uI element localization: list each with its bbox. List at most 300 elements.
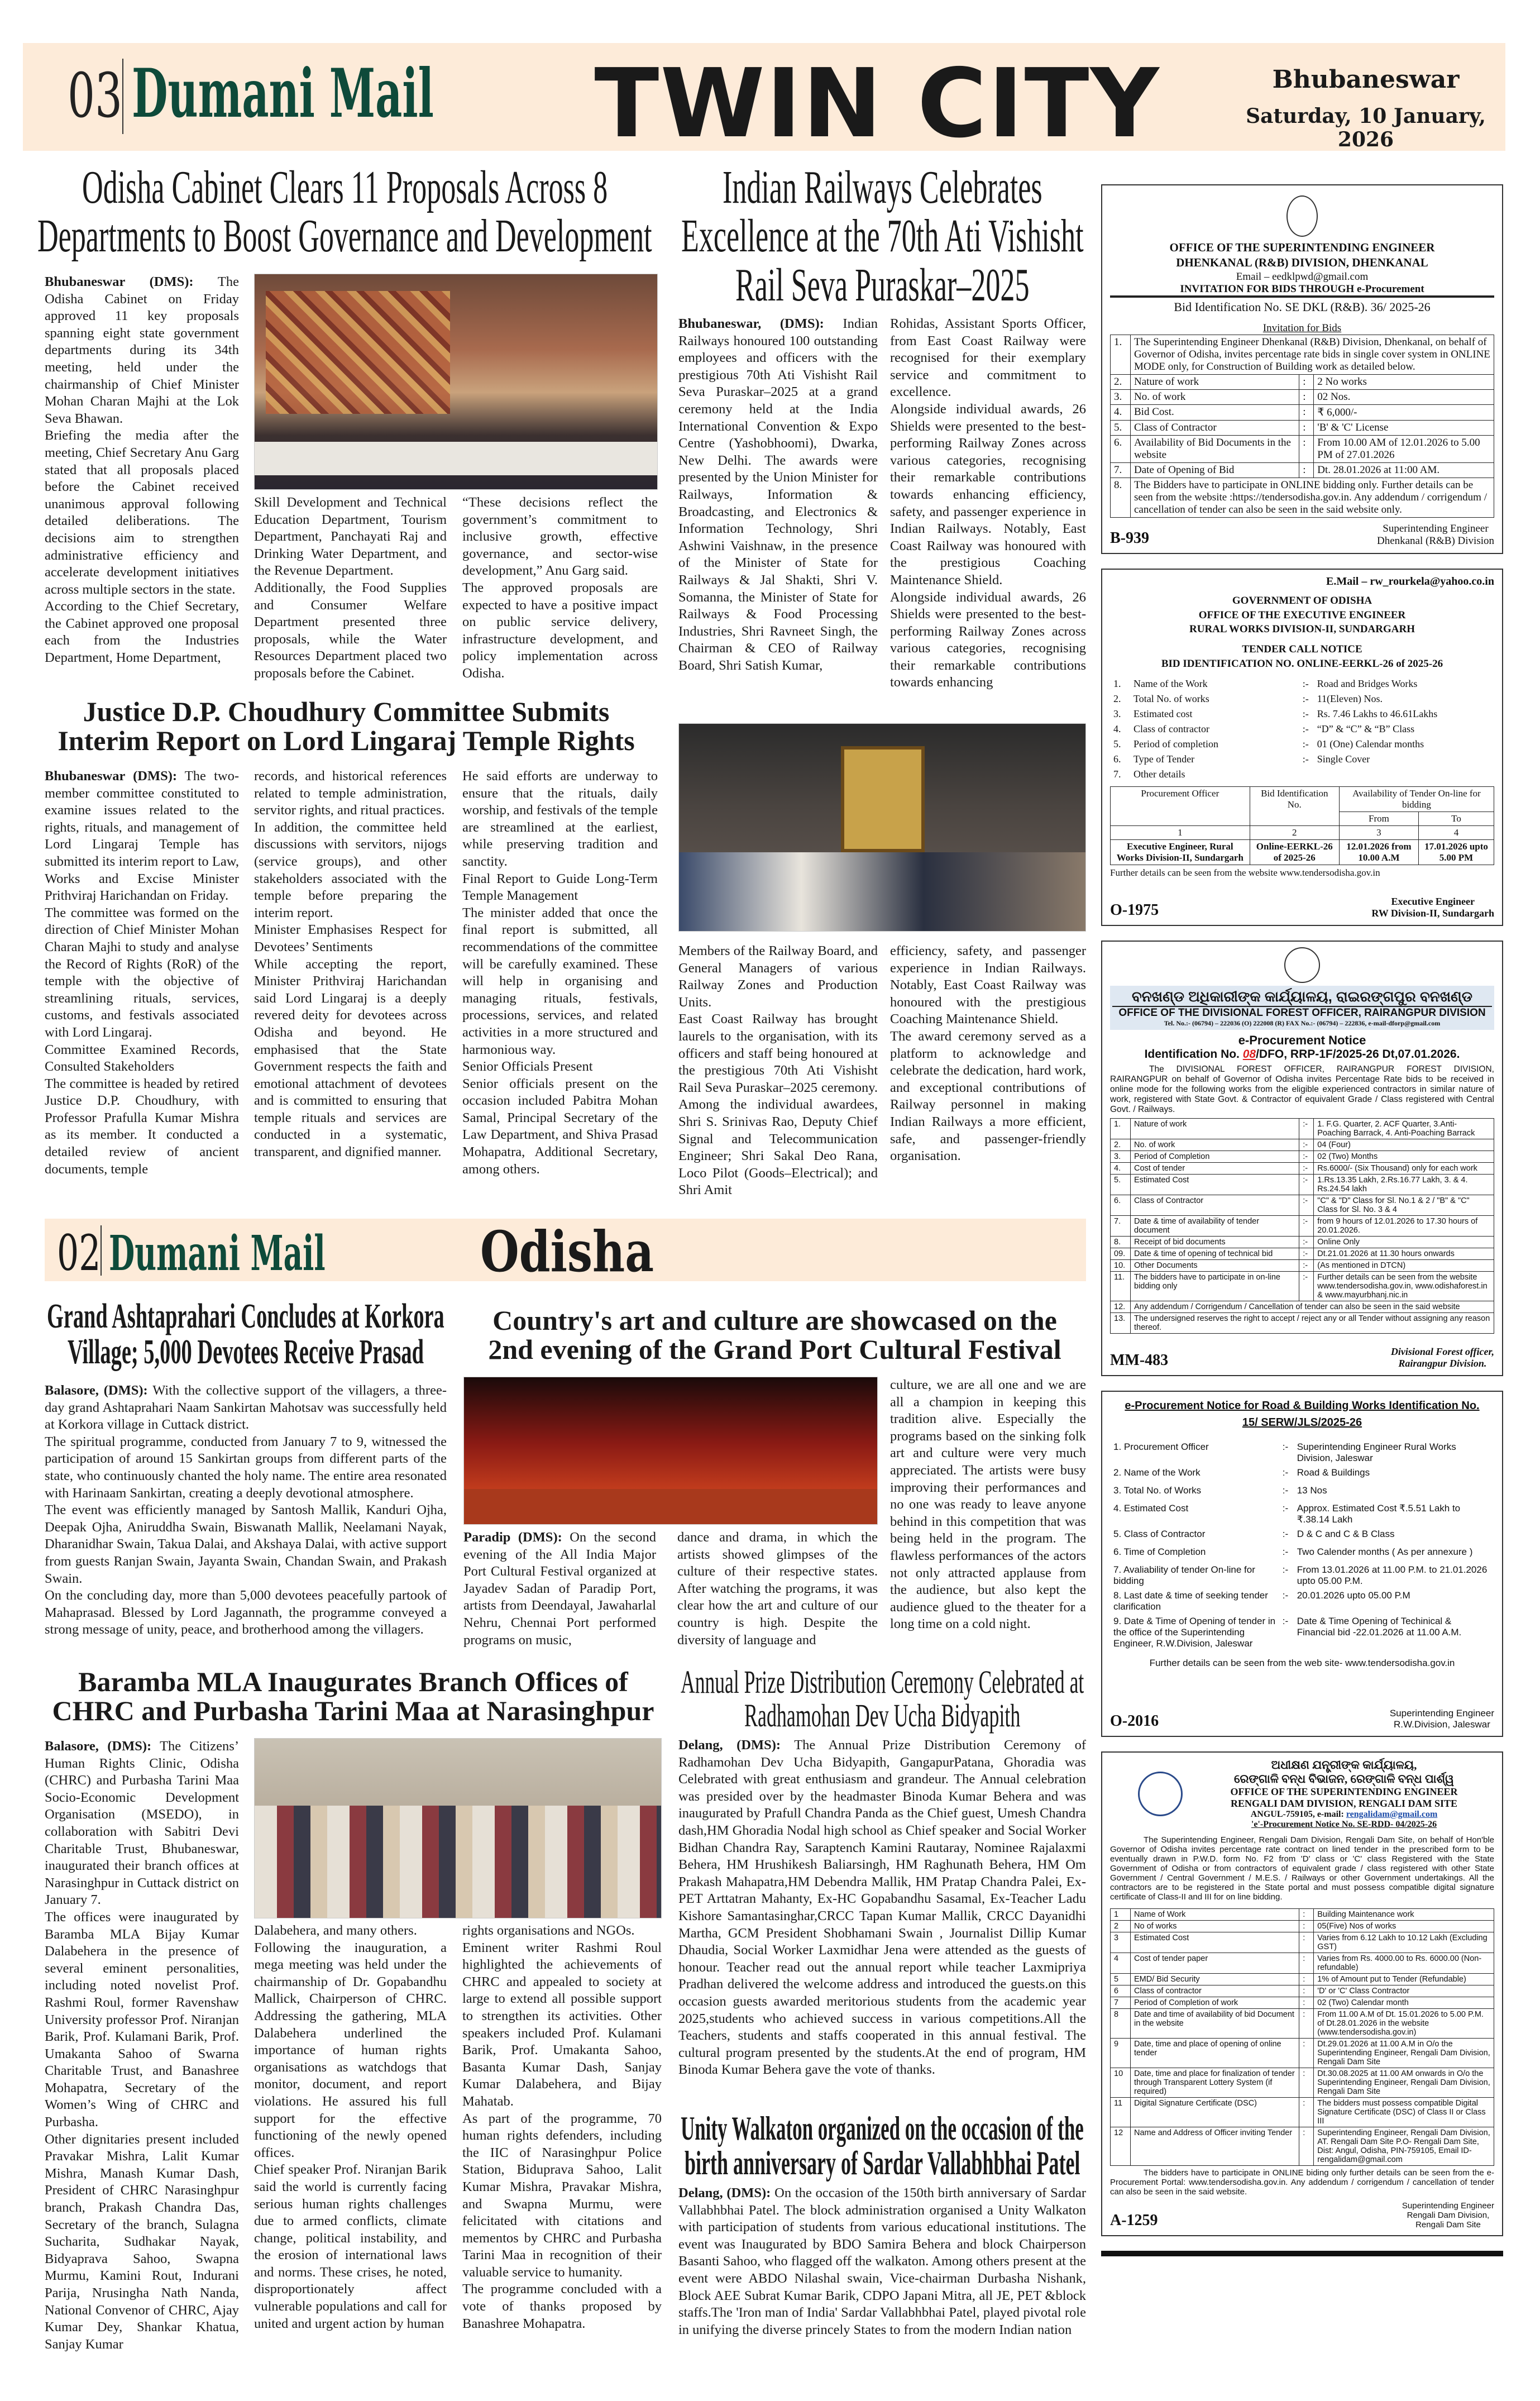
- header-cell: Availability of Tender On-line for bidding: [1339, 787, 1494, 812]
- row-value: Approx. Estimated Cost ₹.5.51 Lakh to ₹.38.14 Lakh: [1297, 1503, 1461, 1525]
- headline-text: Unity Walkaton organized on the occasion of the: [681, 2110, 1084, 2147]
- row-separator: :-: [1299, 1216, 1314, 1237]
- row-label: The undersigned reserves the right to accept / reject any or all Tender without assigning any reason thereof.: [1131, 1313, 1494, 1334]
- paragraph-text: The committee is headed by retired Justice D.P. Choudhury, with Professor Prafulla Kumar Mishra as its member. It conducted a detailed review of ancient documents, temple: [45, 1076, 239, 1177]
- tender-table: [1110, 1908, 1494, 2166]
- notice-title: e-Procurement Notice for Road & Building Works Identification No.: [1125, 1400, 1480, 1412]
- row-label: 1. Procurement Officer: [1113, 1441, 1209, 1452]
- row-number: 1: [1111, 1909, 1131, 1921]
- paragraph-text: records, and historical references related to temple administration, servitor rights, and ritual practices.: [254, 768, 447, 818]
- dateline: Balasore, (DMS):: [45, 1739, 152, 1754]
- paragraph-text: Skill Development and Technical Education Department, Tourism Department, Panchayati Raj and Drinking Water Department, and the Revenue Department.: [254, 495, 447, 579]
- paragraph: [254, 922, 447, 956]
- bid-id: Bid Identification No. SE DKL (R&B). 36/ 2025-26: [1174, 299, 1431, 314]
- row-separator: :-: [1299, 1151, 1314, 1163]
- further-details-link[interactable]: Further details can be seen from the website www.tendersodisha.gov.in: [1110, 867, 1380, 879]
- table-row: [1111, 1997, 1494, 2009]
- cell: Executive Engineer, Rural Works Division-II, Sundargarh: [1111, 840, 1250, 865]
- row-label: Date & time of availability of tender document: [1131, 1216, 1299, 1237]
- headline-text: Annual Prize Distribution Ceremony Celebrated at: [680, 1664, 1084, 1700]
- ad-code: A-1259: [1110, 2212, 1158, 2229]
- row-separator: :-: [1299, 1139, 1314, 1151]
- table-row: [1111, 1953, 1494, 1974]
- paragraph-text: “These decisions reflect the government’s commitment to inclusive growth, effective governance, and sector-wise development,” Anu Garg said.: [462, 495, 658, 579]
- table-row: [1110, 691, 1494, 707]
- table-row: [1111, 1272, 1494, 1301]
- table-row: [1110, 1466, 1494, 1483]
- notice-title: TENDER CALL NOTICE: [1242, 643, 1362, 655]
- row-value: 05(Five) Nos of works: [1314, 1921, 1494, 1932]
- paragraph: [45, 1042, 239, 1076]
- row-value: ₹ 6,000/-: [1314, 404, 1494, 420]
- paragraph: [45, 905, 239, 1042]
- row-separator: :-: [1282, 1590, 1289, 1601]
- paragraph-text: On the occasion of the 150th birth anniversary of Sardar Vallabhbhai Patel. The block administration organised a Unity Walkaton with participation of students from various educational institutions. The event was Inaugurated by BDO Samira Behera and block Chairperson Basanti Sahoo, who flagged off the walkaton. Among others present at the event were ABDO Nilashal swain, Vice-chairman Durbasha Nishank, Block AEE Subrat Kumar Barik, CDPO Japani Mitra, all JE, PET &block staffs.The 'Iron man of India' Sardar Vallabhbhai Patel, played pivotal role in unifying the diverse princely States to from the modern Indian nation: [678, 2185, 1086, 2337]
- paragraph: [462, 2111, 662, 2281]
- tender-items: [1110, 676, 1494, 782]
- paragraph-text: The minister added that once the final report is submitted, all recommendations of the committee will be carefully examined. These will help in organising and managing rituals, festivals, processions, services, and related activities in a more structured and harmonious way.: [462, 905, 658, 1057]
- paragraph: [254, 1922, 447, 1940]
- row-separator: :: [1299, 2127, 1314, 2166]
- row-label: 7. Avaliability of tender On-line for bidding: [1113, 1564, 1255, 1586]
- paragraph: [45, 2131, 239, 2354]
- row-label: Date & time of opening of technical bid: [1131, 1248, 1299, 1260]
- row-label: Estimated Cost: [1131, 1175, 1299, 1195]
- article-lingaraj-col1: [45, 768, 239, 1201]
- table-row: [1111, 2127, 1494, 2166]
- row-separator: :: [1299, 389, 1314, 404]
- row-label: Date of Opening of Bid: [1131, 462, 1299, 478]
- row-separator: :-: [1302, 708, 1309, 720]
- headline-line: [678, 261, 1086, 309]
- bottom-rule: [1101, 2251, 1503, 2256]
- headline-text: CHRC and Purbasha Tarini Maa at Narasinghpur: [52, 1695, 654, 1726]
- headline-line: [31, 726, 662, 755]
- paragraph-text: Chief speaker Prof. Niranjan Barik said the world is currently facing serious human rights challenges due to armed conflicts, climate change, political instability, and the erosion of international laws and norms. These crises, he noted, disproportionately affect vulnerable populations and call for united and urgent action by human: [254, 2162, 447, 2331]
- page-number: 02: [57, 1224, 101, 1282]
- office-name: OFFICE OF THE SUPERINTENDING ENGINEER: [1230, 1786, 1458, 1797]
- row-label: Any addendum / Corrigendum / Cancellation of tender can also be seen in the said website: [1131, 1301, 1494, 1313]
- table-row: [1110, 1588, 1494, 1614]
- paragraph: [45, 427, 239, 598]
- office-name: RENGALI DAM DIVISION, RENGALI DAM SITE: [1230, 1798, 1458, 1809]
- row-label: Bid Cost.: [1131, 404, 1299, 420]
- section-title: TWIN CITY: [594, 49, 1160, 159]
- row-separator: :-: [1299, 1260, 1314, 1272]
- article-ashtaprahari: [45, 1382, 447, 1656]
- notice-intro: The Superintending Engineer, Rengali Dam Division, Rengali Dam Site, on behalf of Hon'ble Governor of Odisha invites percentage rate contract on lined tender in the prescribed form to be eventually drawn in P.W.D. form No. F2 from 'D' class or 'C' class Registered with the State Government of Odisha or from contractors of equivalent grade / class registered with other State Government / Central Government / M.E.S. / Railways or other Government undertakings. All the contractors are to be registered in the State portal and must possess compatible digital signature certificate of Class-II and III for on line bidding.: [1110, 1835, 1494, 1902]
- article-cabinet-col1: [45, 274, 239, 687]
- dateline: Paradip (DMS):: [463, 1530, 562, 1545]
- paragraph-text: Members of the Railway Board, and General Managers of various Railway Zones and Production Units.: [678, 943, 878, 1010]
- paragraph-text: On the concluding day, more than 5,000 devotees peacefully partook of Mahaprasad. Blessed by Lord Jagannath, the programme conveyed a strong message of unity, peace, and brotherhood among the villagers.: [45, 1588, 447, 1638]
- row-separator: :: [1299, 1932, 1314, 1953]
- headline-line: [678, 163, 1086, 212]
- masthead: [23, 43, 1505, 159]
- row-label: Receipt of bid documents: [1131, 1237, 1299, 1248]
- row-separator: :: [1299, 404, 1314, 420]
- headline-line: [463, 1306, 1086, 1335]
- edition-place: Bhubaneswar: [1272, 65, 1460, 94]
- signatory-title: Divisional Forest officer,: [1390, 1346, 1494, 1357]
- headline-line: [678, 2111, 1086, 2146]
- row-separator: :-: [1282, 1616, 1289, 1626]
- photo-chrc-inauguration: [254, 1738, 662, 1918]
- tender-footer: [1110, 1342, 1494, 1369]
- paragraph-text: East Coast Railway has brought laurels to the organisation, with its officers and staff being honoured at the prestigious 70th Ati Vishisht Rail Seva Puraskar–2025 ceremony. Among the individual awardees, Shri S. Srinivas Rao, Deputy Chief Signal and Telecommunication Engineer; Shri Sakal Deo Rana, Loco Pilot (Goods–Electrical); and Shri Amit: [678, 1011, 878, 1198]
- header-cell: Bid Identification No.: [1250, 787, 1339, 826]
- table-row: [1111, 1248, 1494, 1260]
- tender-footer: [1110, 1703, 1494, 1730]
- row-value: Dt. 28.01.2026 at 11:00 AM.: [1314, 462, 1494, 478]
- paragraph-text: Following the inauguration, a mega meeting was held under the chairmanship of Dr. Gopabandhu Mallick, Chairperson of CHRC. Addressing the gathering, MLA Dalabehera underlined the importance of human rights organisations as watchdogs that monitor, document, and report violations. He assured his full support for the effective functioning of the newly opened offices.: [254, 1940, 447, 2160]
- row-value: D & C and C & B Class: [1297, 1529, 1395, 1539]
- table-row: [1111, 1216, 1494, 1237]
- cell: 12.01.2026 from 10.00 A.M: [1339, 840, 1418, 865]
- table-row: [1110, 1614, 1494, 1651]
- paragraph: [462, 905, 658, 1058]
- ad-code: O-2016: [1110, 1712, 1159, 1730]
- row-label: Type of Tender: [1134, 753, 1195, 765]
- row-label: Nature of work: [1131, 374, 1299, 389]
- row-label: Class of Contractor: [1131, 420, 1299, 435]
- tender-notice-o1975: [1101, 569, 1503, 926]
- dateline: Bhubaneswar, (DMS):: [678, 316, 824, 331]
- bid-id: 15/ SERW/JLS/2025-26: [1242, 1416, 1362, 1429]
- dateline: Delang, (DMS):: [678, 2185, 771, 2200]
- row-number: 8.: [1111, 478, 1131, 517]
- paragraph: [462, 494, 658, 580]
- dateline: Bhubaneswar (DMS):: [45, 768, 178, 784]
- row-number: 9: [1111, 2039, 1131, 2068]
- paragraph-text: The Annual Prize Distribution Ceremony of Radhamohan Dev Ucha Bidyapith, GangapurPatana, Ghoradia was Celebrated with great enthusiasm and grandeur. The Annual celebration was presided over by the headmaster Binoda Kumar Behera and was inaugurated by Prafull Chandra Panda as the Chief guest, Umesh Chandra dash,HM Ghoradia Nodal high school as Chief speaker and Social Worker Bidhan Chandra Ray, Saraptench Kamini Rautaray, Nominee Rajalaxmi Behera, HM Hrushikesh Baliarsingh, HM Raghunath Behera, HM Om Prakash Mahapatra,HM Debendra Mallik, HM Pratap Chandra Palei, Ex-PET Arttatran Mahanty, Ex-HC Gopabandhu Sasamal, Ex-Teacher Ladu Kishore Samantasinghar,CRCC Tapan Kumar Mallik, CRCC Dayanidhi Martha, GCM President Shobhamani Swain , Journalist Dillip Kumar Dhaudia, Social Worker Laxmidhar Jena were attended as the guests of honour. Teacher read out the annual report while teacher Laxmipriya Pradhan delivered the welcome address and introduced the guests.on this occasion guests awarded meritorious students from the academic year 2025,students who achieved success in various competitions.All the Teachers, students and staffs cooperated in this annual festival. The cultural program presented by the students.At the end of program, HM Binoda Kumar Behera gave the vote of thanks.: [678, 1737, 1086, 2078]
- row-number: 2.: [1111, 1139, 1131, 1151]
- award-shield-image: [841, 746, 925, 852]
- paragraph-text: Eminent writer Rashmi Roul highlighted the achievements of CHRC and appealed to society at large to extend all possible support to strengthen its activities. Other speakers included Prof. Kulamani Barik, Prof. Umakanta Sahoo, Basanta Kumar Dash, Sanjay Kumar Dalabehera, and Bijay Mahatab.: [462, 1940, 662, 2109]
- paragraph: [678, 2185, 1086, 2338]
- row-label: Date, time and place of opening of online tender: [1131, 2039, 1299, 2068]
- headline-text: Village; 5,000 Devotees Receive Prasad: [68, 1333, 424, 1372]
- office-name: OFFICE OF THE SUPERINTENDING ENGINEER: [1169, 241, 1435, 254]
- row-separator: :-: [1299, 1248, 1314, 1260]
- row-value: Superintending Engineer, Rengali Dam Division, AT. Rengali Dam Site P.O- Rengali Dam Site, Dist: Angul, Odisha, PIN-759105, Email ID- rengalidam@gmail.com: [1314, 2127, 1494, 2166]
- paragraph: [462, 871, 658, 905]
- row-label: The bidders have to participate in on-line bidding only: [1131, 1272, 1299, 1301]
- paragraph-text: The Odisha Cabinet on Friday approved 11 key proposals spanning eight state government departments during its 34th meeting, held under the chairmanship of Chief Minister Mohan Charan Majhi at the Lok Seva Bhawan.: [45, 274, 239, 426]
- office-address: ANGUL-759105, e-mail:: [1250, 1810, 1346, 1819]
- article-baramba-col2: [254, 1922, 447, 2364]
- article-lingaraj-col3: [462, 768, 658, 1201]
- ad-code: O-1975: [1110, 901, 1159, 919]
- row-label: The Superintending Engineer Dhenkanal (R&B) Division, Dhenkanal, on behalf of Governor of Odisha, invites percentage rate bids in single cover system in ONLINE MODE only, for Construction of Building work as detailed below.: [1131, 335, 1494, 374]
- row-separator: :: [1299, 2098, 1314, 2127]
- headline-cabinet: [31, 163, 659, 261]
- paragraph: [678, 316, 878, 674]
- table-row: [1110, 1563, 1494, 1588]
- paragraph: [678, 1011, 878, 1199]
- signature: [1391, 1346, 1494, 1369]
- paragraph: [890, 1028, 1086, 1165]
- row-number: 4.: [1113, 723, 1121, 735]
- row-label: 5. Class of Contractor: [1113, 1529, 1206, 1539]
- cell: 17.01.2026 upto 5.00 PM: [1419, 840, 1494, 865]
- article-railways-col2: [890, 316, 1086, 701]
- table-row: [1111, 2068, 1494, 2098]
- row-separator: :: [1299, 2039, 1314, 2068]
- row-label: Name of the Work: [1134, 678, 1208, 690]
- row-value: Online Only: [1314, 1237, 1494, 1248]
- table-row: [1111, 1909, 1494, 1921]
- row-number: 13.: [1111, 1313, 1131, 1334]
- further-details-link[interactable]: Further details can be seen from the web site- www.tendersodisha.gov.in: [1149, 1658, 1455, 1668]
- row-label: Estimated cost: [1134, 708, 1193, 720]
- row-value: Rs. 7.46 Lakhs to 46.61Lakhs: [1317, 708, 1438, 720]
- table-row: [1110, 707, 1494, 722]
- row-separator: :-: [1282, 1564, 1289, 1575]
- tender-table: [1110, 335, 1494, 518]
- paragraph-text: The committee was formed on the direction of Chief Minister Mohan Charan Majhi to study and analyse the Record of Rights (RoR) of the temple with the objective of streamlining rituals, services, customs, and festivals associated with Lord Lingaraj.: [45, 905, 239, 1040]
- odia-office-title: ଅଧୀକ୍ଷଣ ଯନ୍ତ୍ରୀଙ୍କ କାର୍ଯ୍ୟାଳୟ,: [1271, 1758, 1417, 1772]
- article-baramba-col3: [462, 1922, 662, 2364]
- row-separator: :: [1299, 1985, 1314, 1997]
- row-separator: :: [1299, 462, 1314, 478]
- row-number: 8.: [1111, 1237, 1131, 1248]
- cell: 2: [1250, 826, 1339, 840]
- paragraph-text: The event was efficiently managed by Santosh Mallik, Kanduri Ojha, Deepak Ojha, Aniruddha Swain, Biswanath Mallik, Neelamani Nayak, Dharanidhar Swain, Takua Dalai, and Akshaya Dalai, with active support from guests Ranjan Swain, Jayanta Swain, Chandan Swain, and Prakash Swain.: [45, 1502, 447, 1586]
- row-label: Class of contractor: [1134, 723, 1209, 735]
- table-row: [1110, 737, 1494, 752]
- paragraph-text: efficiency, safety, and passenger experience in Indian Railways. Notably, East Coast Railway was honoured with the prestigious Coaching Maintenance Shield.: [890, 943, 1086, 1027]
- row-label: No of works: [1131, 1921, 1299, 1932]
- procurement-table: [1110, 786, 1494, 865]
- row-label: EMD/ Bid Security: [1131, 1974, 1299, 1985]
- headline-text: 2nd evening of the Grand Port Cultural Festival: [488, 1334, 1061, 1365]
- paragraph: [45, 1587, 447, 1639]
- tender-items: [1110, 1440, 1494, 1651]
- row-label: Other Documents: [1131, 1260, 1299, 1272]
- row-value: Further details can be seen from the website www.tendersodisha.gov.in, www.odishaforest.in & www.mayurbhanj.nic.in: [1314, 1272, 1494, 1301]
- row-value: Building Maintenance work: [1314, 1909, 1494, 1921]
- dateline: Delang, (DMS):: [678, 1737, 781, 1753]
- row-number: 7.: [1111, 1216, 1131, 1237]
- paragraph: [890, 401, 1086, 589]
- headline-text: Rail Seva Puraskar–2025: [735, 259, 1030, 311]
- paragraph-text: With the collective support of the villagers, a three-day grand Ashtaprahari Naam Sankirtan Mahotsav was successfully held at Korkora village in Cuttack district.: [45, 1383, 447, 1433]
- table-row: [1111, 435, 1494, 462]
- paragraph-text: While accepting the report, Minister Prithviraj Harichandan said Lord Lingaraj is a deeply revered deity for devotees across Odisha and beyond. He emphasised that the State Government respects the faith and emotional attachment of devotees and is committed to ensuring that temple rituals and services are conducted in a systematic, transparent, and dignified manner.: [254, 956, 447, 1160]
- row-value: 1.Rs.13.35 Lakh, 2.Rs.16.77 Lakh, 3. & 4. Rs.24.54 lakh: [1314, 1175, 1494, 1195]
- paragraph-text: On the second evening of the All India Major Port Cultural Festival organized at Jayadev Sadan of Paradip Port, artists from Deendayal, Jawaharlal Nehru, Chennai Port performed programs on music,: [463, 1530, 656, 1648]
- headline-text: Excellence at the 70th Ati Vishisht: [681, 210, 1084, 262]
- odisha-emblem-icon: [1286, 195, 1318, 237]
- signature: [1390, 1708, 1494, 1730]
- signatory-office: Rairangpur Division.: [1398, 1358, 1487, 1369]
- paragraph-text: Committee Examined Records, Consulted Stakeholders: [45, 1042, 239, 1075]
- row-label: Period of Completion of work: [1131, 1997, 1299, 2009]
- table-row: [1111, 1301, 1494, 1313]
- row-separator: :-: [1302, 738, 1309, 750]
- row-separator: :-: [1282, 1485, 1289, 1496]
- notice-title: INVITATION FOR BIDS THROUGH e-Procurement: [1110, 283, 1494, 298]
- paragraph-text: culture, we are all one and we are all a champion in keeping this tradition alive. Especially the programs based on the sinking folk art and culture were very much appreciated. The artists were busy improving their performances and no one was ready to leave anyone behind in this competition that was being held in the program. The flawless performances of the actors not only attracted applause from the audience, but also kept the audience glued to the theater for a long time on a cold night.: [890, 1377, 1086, 1632]
- tender-notice-mm483: [1101, 941, 1503, 1376]
- row-number: 12: [1111, 2127, 1131, 2166]
- row-label: Class of Contractor: [1131, 1195, 1299, 1216]
- row-label: No. of work: [1131, 389, 1299, 404]
- table-row: [1111, 1139, 1494, 1151]
- paragraph: [890, 1377, 1086, 1633]
- row-number: 1.: [1113, 678, 1121, 690]
- signatory-office: R.W.Division, Jaleswar: [1393, 1719, 1490, 1730]
- row-separator: :-: [1302, 678, 1309, 690]
- table-row: [1110, 1545, 1494, 1563]
- row-separator: :-: [1302, 723, 1309, 735]
- signatory-title: Superintending Engineer: [1402, 2201, 1494, 2211]
- paragraph-text: The approved proposals are expected to have a positive impact on public service delivery, infrastructure development, and policy implementation across Odisha.: [462, 580, 658, 681]
- row-label: 9. Date & Time of Opening of tender in the office of the Superintending Engineer, R.W.Division, Jaleswar: [1113, 1616, 1276, 1649]
- paragraph-text: Alongside individual awards, 26 Shields were presented to the best-performing Railway Zones across various categories, recognising their remarkable contributions towards enhancing: [890, 589, 1086, 690]
- headline-line: [463, 1335, 1086, 1364]
- paragraph: [677, 1529, 878, 1649]
- article-prize: [678, 1737, 1086, 2108]
- paragraph: [462, 2281, 662, 2332]
- newspaper-brand: Dumani Mail: [109, 1225, 326, 1282]
- signature: [1371, 896, 1494, 919]
- table-row: [1111, 1974, 1494, 1985]
- table-row: [1110, 1527, 1494, 1545]
- row-value: From 10.00 AM of 12.01.2026 to 5.00 PM of 27.01.2026: [1314, 435, 1494, 462]
- row-separator: :-: [1282, 1467, 1289, 1478]
- row-value: "C" & "D" Class for Sl. No.1 & 2 / "B" & "C" Class for Sl. No. 3 & 4: [1314, 1195, 1494, 1216]
- headline-text: birth anniversary of Sardar Vallabhbhai Patel: [684, 2145, 1080, 2182]
- paragraph: [45, 1382, 447, 1434]
- paragraph: [462, 1058, 658, 1076]
- divider: [122, 59, 123, 134]
- paragraph-text: Alongside individual awards, 26 Shields were presented to the best-performing Railway Zones across various categories, recognising their remarkable contributions towards enhancing efficiency, safety, and passenger experience in Indian Railways. Notably, East Coast Railway was honoured with the prestigious Coaching Maintenance Shield.: [890, 401, 1086, 588]
- page-number: 03: [68, 60, 122, 131]
- row-label: Date, time and place for finalization of tender through Transparent Lottery System (if required): [1131, 2068, 1299, 2098]
- row-separator: :: [1299, 374, 1314, 389]
- row-label: Nature of work: [1131, 1119, 1299, 1139]
- painting-image: [266, 291, 450, 414]
- row-separator: :: [1299, 1921, 1314, 1932]
- signatory-office: RW Division-II, Sundargarh: [1371, 908, 1494, 919]
- row-separator: :-: [1299, 1119, 1314, 1139]
- row-number: 1.: [1111, 335, 1131, 374]
- paragraph-text: In addition, the committee held discussions with servitors, nijogs (service groups), and other stakeholders associated with the temple before preparing the interim report.: [254, 819, 447, 920]
- table-row: [1111, 389, 1494, 404]
- paragraph: [462, 1922, 662, 1940]
- paragraph-text: As part of the programme, 70 human rights defenders, including the IIC of Narasinghpur Police Station, Bidupravа Sahoo, Lalit Kumar Mishra, Pravakar Mishra, and Swapna Murmu, were felicitated with citations and mementos by CHRC and Purbasha Tarini Maa in recognition of their valuable service to humanity.: [462, 2111, 662, 2280]
- row-number: 2: [1111, 1921, 1131, 1932]
- row-value: Road & Buildings: [1297, 1467, 1370, 1478]
- header-cell: To: [1419, 812, 1494, 826]
- article-culture-col1: [463, 1529, 656, 1656]
- paragraph: [254, 956, 447, 1161]
- article-baramba-col1: [45, 1738, 239, 2364]
- signatory-title: Superintending Engineer: [1383, 523, 1489, 534]
- row-label: Cost of tender: [1131, 1163, 1299, 1175]
- tender-footer: [1110, 2197, 1494, 2230]
- letterhead: [1110, 1758, 1494, 1830]
- headline-text: Grand Ashtaprahari Concludes at Korkora: [47, 1297, 444, 1335]
- row-number: 4.: [1111, 404, 1131, 420]
- article-culture-col2: [677, 1529, 878, 1656]
- paragraph-text: Indian Railways honoured 100 outstanding employees and officers with the prestigious 70th Ati Vishisht Rail Seva Puraskar–2025 at a grand ceremony held at the India International Convention & Expo Centre (Yashobhoomi), Dwarka, New Delhi. The awards were presented by the Union Minister for Railways, Information & Broadcasting, and Electronics & Information Technology, Shri Ashwini Vaishnaw, in the presence of the Minister of State for Railways & Jal Shakti, Shri V. Somanna, the Minister of State for Railways & Food Processing Industries, Shri Ravneet Singh, the Chairman & CEO of Railway Board, Shri Satish Kumar,: [678, 316, 878, 673]
- header-cell: Procurement Officer: [1111, 787, 1250, 826]
- paragraph-text: He said efforts are underway to ensure that the rituals, daily worship, and festivals of the temple are streamlined at the earliest, while preserving tradition and sanctity.: [462, 768, 658, 869]
- paragraph-text: The two-member committee constituted to examine issues related to the rights, rituals, and management of Lord Lingaraj Temple has submitted its interim report to Law, Works and Excise Minister Prithviraj Harichandan on Friday.: [45, 768, 239, 904]
- row-number: 6.: [1113, 753, 1121, 765]
- paragraph-text: The programme concluded with a vote of thanks proposed by Banashree Mohapatra.: [462, 2281, 662, 2331]
- paragraph-text: Final Report to Guide Long-Term Temple Management: [462, 871, 658, 904]
- table-title: Invitation for Bids: [1262, 322, 1342, 334]
- row-separator: :: [1299, 2009, 1314, 2039]
- row-value: 04 (Four): [1314, 1139, 1494, 1151]
- headline-culture: [463, 1306, 1086, 1364]
- headline-text: Baramba MLA Inaugurates Branch Offices of: [78, 1666, 628, 1697]
- row-value: Date & Time Opening of Techinical & Financial bid -22.01.2026 at 11.00 A.M.: [1297, 1616, 1462, 1638]
- article-cabinet-col3: [462, 494, 658, 687]
- row-number: 3.: [1111, 389, 1131, 404]
- paragraph: [463, 1529, 656, 1649]
- row-number: 6.: [1111, 1195, 1131, 1216]
- paragraph: [678, 943, 878, 1011]
- table-row: [1111, 1985, 1494, 1997]
- letterhead-banner: [1110, 986, 1494, 1030]
- paragraph: [890, 316, 1086, 401]
- row-separator: :: [1299, 1997, 1314, 2009]
- table-row: [1111, 1195, 1494, 1216]
- row-value: Road and Bridges Works: [1317, 678, 1418, 690]
- row-label: Name and Address of Officer inviting Tender: [1131, 2127, 1299, 2166]
- table-row: [1111, 1175, 1494, 1195]
- paragraph: [254, 494, 447, 580]
- row-number: 10: [1111, 2068, 1131, 2098]
- office-email-link[interactable]: rengalidam@gmail.com: [1346, 1810, 1438, 1819]
- paragraph: [462, 1940, 662, 2111]
- table-row: [1111, 1151, 1494, 1163]
- newspaper-brand: Dumani Mail: [132, 54, 434, 133]
- row-value: 13 Nos: [1297, 1485, 1327, 1496]
- row-number: 5.: [1111, 1175, 1131, 1195]
- tender-notice-o2016: [1101, 1391, 1503, 1737]
- odia-office-title: ବନଖଣ୍ଡ ଅଧିକାରୀଙ୍କ କାର୍ଯ୍ୟାଳୟ, ରାଇରଙ୍ଗପୁର ବନଖଣ୍ଡ: [1132, 988, 1472, 1005]
- paragraph-text: rights organisations and NGOs.: [462, 1923, 635, 1938]
- row-number: 5: [1111, 1974, 1131, 1985]
- row-separator: :: [1299, 435, 1314, 462]
- tender-notice-b939: [1101, 184, 1503, 554]
- photo-railway-award-ceremony: [678, 723, 1086, 932]
- tender-footer: [1110, 518, 1494, 547]
- row-label: Total No. of works: [1134, 693, 1209, 705]
- table-row: [1111, 2098, 1494, 2127]
- notice-title: e-Procurement Notice: [1238, 1033, 1366, 1047]
- paragraph: [462, 1076, 658, 1178]
- headline-line: [45, 1667, 662, 1696]
- row-value: 02 (Two) Months: [1314, 1151, 1494, 1163]
- header-cell: From: [1339, 812, 1418, 826]
- headline-line: [678, 212, 1086, 260]
- row-value: 2 No works: [1314, 374, 1494, 389]
- article-culture-col3: [890, 1377, 1086, 1656]
- row-number: 7.: [1113, 768, 1121, 780]
- signatory-office: Dhenkanal (R&B) Division: [1376, 535, 1494, 547]
- row-value: from 9 hours of 12.01.2026 to 17.30 hours of 20.01.2026.: [1314, 1216, 1494, 1237]
- row-number: 6: [1111, 1985, 1131, 1997]
- row-value: Dt.29.01.2026 at 11.00 A.M in O/o the Superintending Engineer, Rengali Dam Division, Rengali Dam Site: [1314, 2039, 1494, 2068]
- bid-id: BID IDENTIFICATION NO. ONLINE-EERKL-26 of 2025-26: [1161, 657, 1443, 670]
